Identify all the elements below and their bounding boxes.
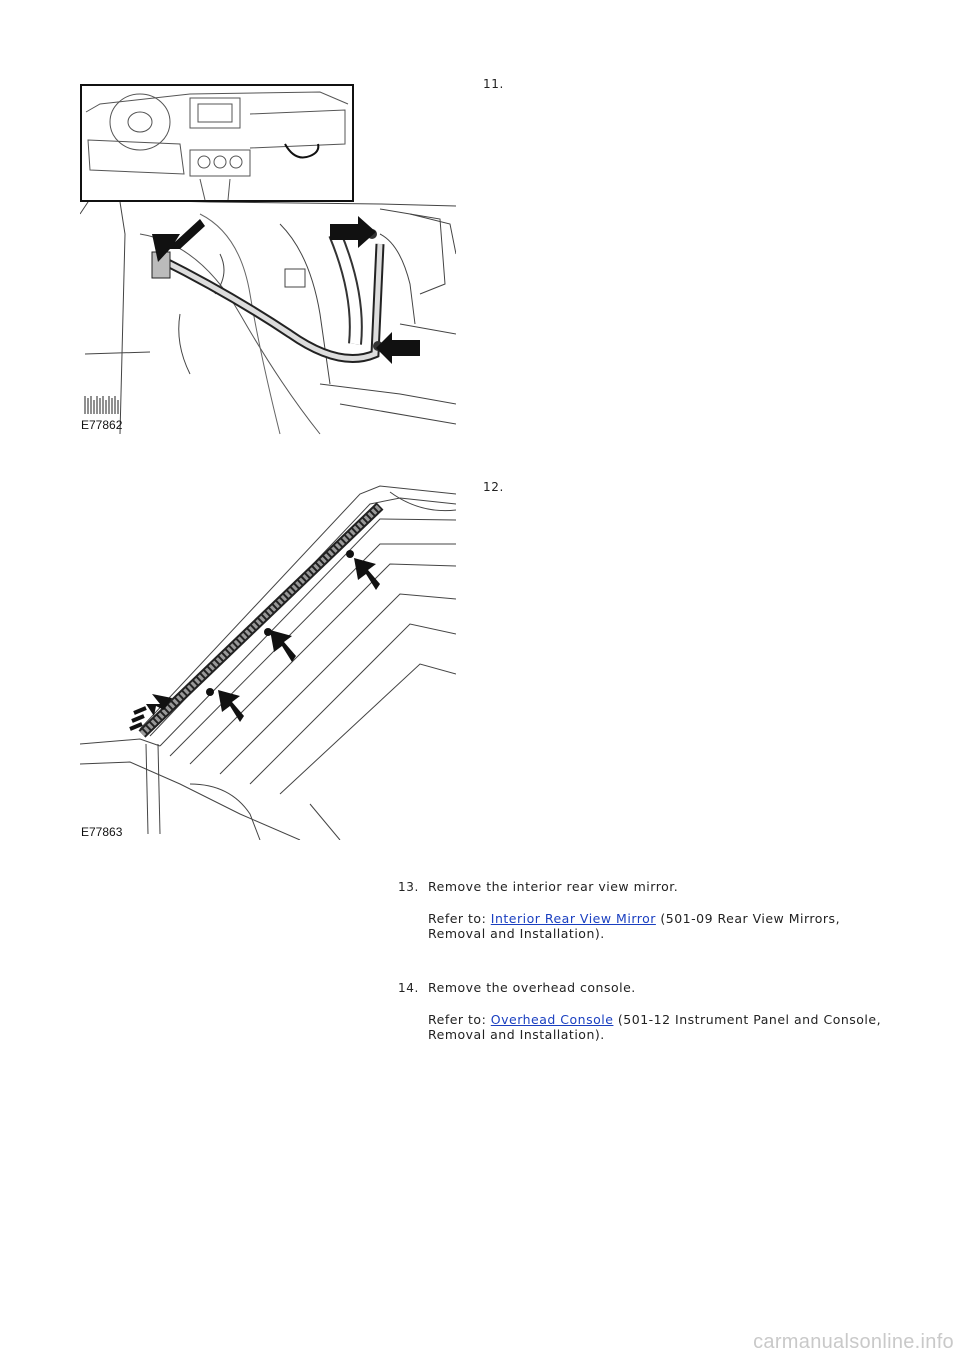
figure-e77863 <box>80 484 456 840</box>
refer-prefix: Refer to: <box>428 911 487 926</box>
refer-suffix: (501-12 Instrument Panel and Console, <box>617 1012 882 1027</box>
step-number-14: 14. <box>398 981 419 995</box>
step-13-reference <box>428 911 898 941</box>
watermark: carmanualsonline.info <box>753 1331 954 1353</box>
overhead-console-link[interactable]: Overhead Console <box>490 1012 614 1027</box>
figure-label-e77862: E77862 <box>81 418 123 432</box>
interior-rear-view-mirror-link[interactable]: Interior Rear View Mirror <box>490 911 656 926</box>
step-number-11: 11. <box>483 77 504 91</box>
refer-suffix-line2: Removal and Installation). <box>428 1027 605 1042</box>
refer-suffix: (501-09 Rear View Mirrors, <box>660 911 841 926</box>
step-14-instruction: Remove the overhead console. <box>428 980 636 995</box>
step-13-content <box>428 879 898 941</box>
refer-suffix-line2: Removal and Installation). <box>428 926 605 941</box>
step-number-12: 12. <box>483 480 504 494</box>
figure-label-e77863: E77863 <box>81 825 123 839</box>
step-number-13: 13. <box>398 880 419 894</box>
step-14-reference <box>428 1012 898 1042</box>
refer-prefix: Refer to: <box>428 1012 487 1027</box>
step-13-instruction: Remove the interior rear view mirror. <box>428 879 679 894</box>
figure-e77862 <box>80 84 456 436</box>
step-14-content <box>428 980 898 1042</box>
